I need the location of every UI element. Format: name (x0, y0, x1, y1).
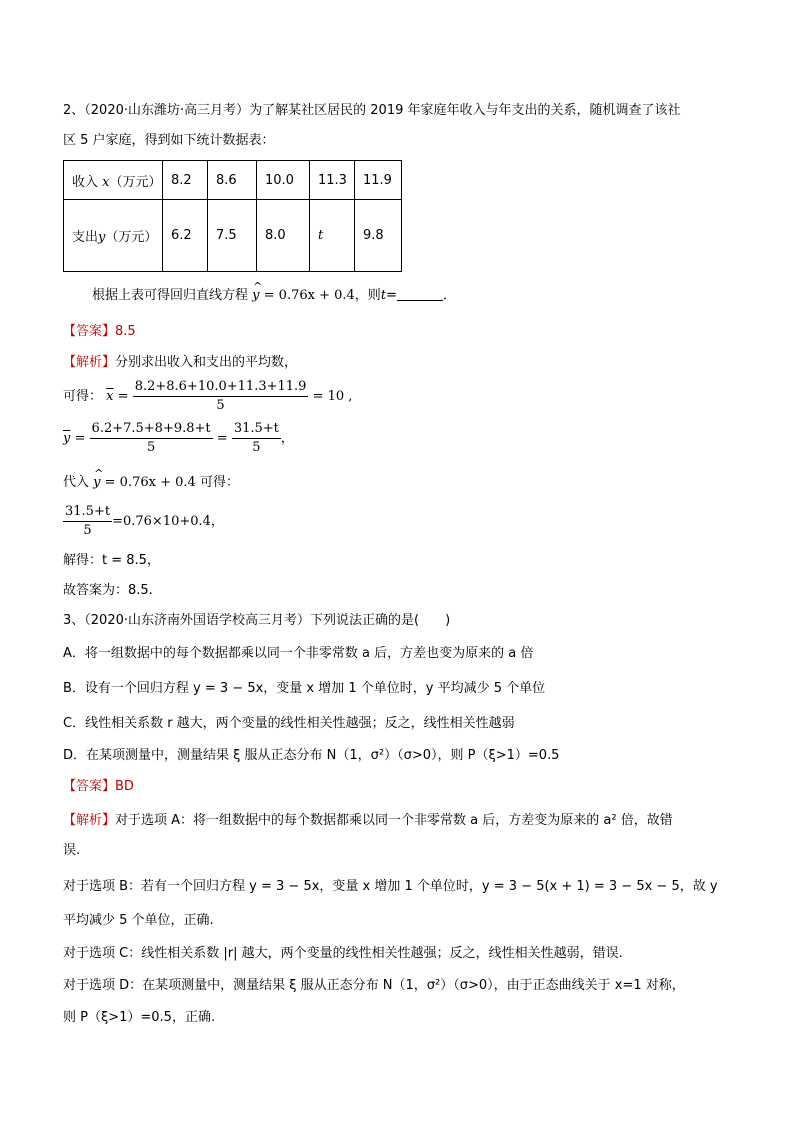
analysis-d-text-2: 则 P（ξ>1）=0.5，正确. (63, 1010, 216, 1025)
analysis-text: 分别求出收入和支出的平均数， (115, 355, 298, 370)
xbar-formula: 可得： $\overline{x}$ = $\frac{8.2+8.6+10.0+11.3+11.9}{5}$ = 10 , (63, 379, 353, 413)
final-line (63, 581, 153, 601)
analysis-d-line-2 (63, 1008, 215, 1028)
table-cell: 10.0 (257, 161, 310, 200)
substitute-equation: ^ y = 0.76x + 0.4 (93, 475, 196, 490)
q3-analysis-label: 【解析】 (63, 813, 116, 828)
analysis-b-line-2 (63, 911, 214, 931)
option-c (63, 714, 515, 734)
q3-source: （2020·山东济南外国语学校高三月考） (84, 613, 310, 628)
analysis-a-text-2: 误. (63, 843, 81, 858)
option-b-text: B．设有一个回归方程 y = 3 − 5x，变量 x 增加 1 个单位时，y 平均减少 5 个单位 (63, 681, 546, 696)
option-d (63, 746, 559, 766)
substitute-suffix: 可得： (199, 475, 239, 490)
substitute-line (63, 473, 239, 493)
table-header-income: 收入 x（万元） (64, 161, 163, 200)
option-a-text: A．将一组数据中的每个数据都乘以同一个非零常数 a 后，方差也变为原来的 a 倍 (63, 646, 534, 661)
table-cell: 11.9 (355, 161, 402, 200)
xbar-symbol: $\overline{x}$ (106, 389, 114, 404)
analysis-b-text-2: 平均减少 5 个单位，正确. (63, 913, 214, 928)
table-cell: 8.2 (163, 161, 208, 200)
analysis-d-text: 对于选项 D：在某项测量中，测量结果 ξ 服从正态分布 N（1，σ²）（σ>0），由于正态曲线关于 x=1 对称， (63, 978, 685, 993)
data-table (63, 160, 402, 272)
q3-answer (63, 777, 134, 797)
q2-question (92, 286, 456, 306)
analysis-b-line-1 (63, 877, 718, 897)
ybar-fraction-1: $\frac{6.2+7.5+8+9.8+t}{5}$ (91, 421, 211, 455)
table-cell: 11.3 (310, 161, 355, 200)
option-c-text: C．线性相关系数 r 越大，两个变量的线性相关性越强；反之，线性相关性越弱 (63, 716, 515, 731)
analysis-a-text: 对于选项 A：将一组数据中的每个数据都乘以同一个非零常数 a 后，方差变为原来的 a² 倍，故错 (115, 813, 673, 828)
ybar-formula: $\overline{y}$ = $\frac{6.2+7.5+8+9.8+t}{5}$ = $\frac{31.5+t}{5}$ ， (63, 421, 294, 455)
xbar-result: = 10 , (312, 389, 353, 404)
q3-text: 下列说法正确的是( ) (310, 613, 451, 628)
q3-line (63, 611, 450, 631)
q2-question-prefix: 根据上表可得回归直线方程 (92, 288, 249, 303)
q2-source: （2020·山东潍坊·高三月考） (84, 103, 250, 118)
analysis-b-text: 对于选项 B：若有一个回归方程 y = 3 − 5x，变量 x 增加 1 个单位时，y = 3 − 5(x + 1) = 3 − 5x − 5，故 y (63, 879, 718, 894)
analysis-c-text: 对于选项 C：线性相关系数 |r| 越大，两个变量的线性相关性越强；反之，线性相关性越弱，错误. (63, 946, 623, 961)
substitute-fraction: $\frac{31.5+t}{5}$ (65, 504, 111, 538)
solve-text: 解得：t = 8.5， (63, 553, 160, 568)
option-a (63, 644, 533, 664)
xbar-fraction: $\frac{8.2+8.6+10.0+11.3+11.9}{5}$ (134, 379, 307, 413)
table-cell: 9.8 (355, 200, 402, 272)
q3-answer-value: BD (115, 779, 134, 794)
ybar-fraction-2: $\frac{31.5+t}{5}$ (233, 421, 279, 455)
substitute-formula (63, 503, 224, 540)
substitute-prefix: 代入 (63, 475, 90, 490)
final-text: 故答案为：8.5. (63, 583, 153, 598)
q2-eq: = (386, 288, 397, 303)
q3-number: 3、 (63, 613, 85, 628)
table-cell: 6.2 (163, 200, 208, 272)
analysis-a-line-1 (63, 811, 673, 831)
table-cell: 7.5 (208, 200, 257, 272)
q2-answer (63, 322, 136, 342)
answer-label: 【答案】 (63, 324, 116, 339)
q2-number: 2、 (63, 103, 85, 118)
analysis-c-line (63, 944, 623, 964)
table-row-expense (64, 200, 402, 272)
table-cell: 8.6 (208, 161, 257, 200)
option-b (63, 679, 545, 699)
ybar-symbol: $\overline{y}$ (63, 431, 71, 446)
q2-line-2 (63, 131, 275, 151)
analysis-d-line-1 (63, 976, 685, 996)
table-header-expense: 支出y（万元） (64, 200, 163, 272)
substitute-rhs: =0.76×10+0.4， (112, 514, 224, 529)
q2-text-2: 区 5 户家庭，得到如下统计数据表： (63, 133, 275, 148)
q2-analysis-line (63, 353, 297, 373)
derive-prefix: 可得： (63, 389, 103, 404)
q2-text-1: 为了解某社区居民的 2019 年家庭年收入与年支出的关系，随机调查了该社 (249, 103, 681, 118)
table-cell: t (310, 200, 355, 272)
analysis-a-line-2 (63, 841, 80, 861)
q2-end: ． (442, 288, 456, 303)
q2-line-1 (63, 101, 681, 121)
regression-equation: ^ y = 0.76x + 0.4 (252, 288, 355, 303)
analysis-label: 【解析】 (63, 355, 116, 370)
answer-value: 8.5 (115, 324, 136, 339)
q3-answer-label: 【答案】 (63, 779, 116, 794)
table-cell: 8.0 (257, 200, 310, 272)
q2-var: t (380, 288, 387, 303)
solve-line (63, 551, 160, 571)
option-d-text: D．在某项测量中，测量结果 ξ 服从正态分布 N（1，σ²）（σ>0），则 P（ξ>1）=0.5 (63, 748, 560, 763)
ybar-end: ， (280, 431, 294, 446)
table-row-income (64, 161, 402, 200)
answer-blank (397, 287, 443, 301)
q2-question-suffix: ，则 (354, 288, 381, 303)
